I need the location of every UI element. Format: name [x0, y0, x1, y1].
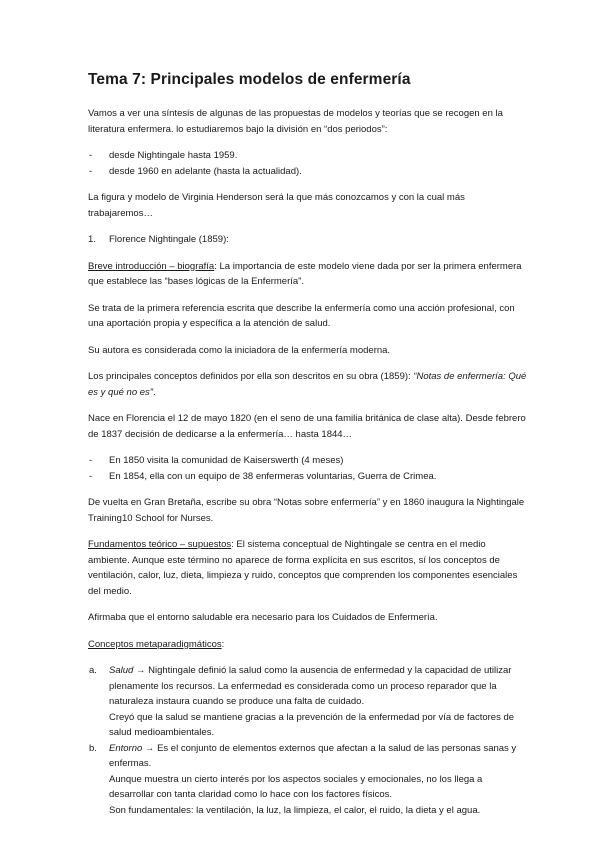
item-marker: a. [89, 665, 97, 676]
section-label: Florence Nightingale (1859): [109, 234, 229, 245]
work-title: “Notas de enfermería: Qué es y qué no es” [88, 371, 527, 398]
section-heading-nightingale [88, 232, 528, 248]
document-page [88, 70, 528, 818]
fundamentals-paragraph [88, 537, 528, 599]
list-item: - En 1854, ella con un equipo de 38 enfermeras voluntarias, Guerra de Crimea. [88, 469, 528, 485]
bio-paragraph [88, 259, 528, 290]
fundamentals-text: : El sistema conceptual de Nightingale se centra en el medio ambiente. Aunque este término no aparece de forma explícita en sus escritos, sí los conceptos de ventilación, calor, luz, dieta, limpieza y ruido, conceptos que comprenden los componentes esenciales del medio. [88, 539, 518, 597]
intro-paragraph: Vamos a ver una síntesis de algunas de las propuestas de modelos y teorías que se recogen en la literatura enfermera. lo estudiaremos bajo la división en “dos periodos”: [88, 108, 503, 135]
concept-text: Es el conjunto de elementos externos que afectan a la salud de las personas sanas y enfermas. [109, 742, 517, 769]
events-list [88, 453, 528, 484]
list-item [88, 663, 528, 741]
concept-term: Entorno [109, 742, 143, 754]
meta-concepts-list [88, 663, 528, 818]
concept-extra-2: Son fundamentales: la ventilación, la luz, la limpieza, el calor, el ruido, la dieta y el agua. [109, 804, 481, 816]
fundamentals-label: Fundamentos teórico – supuestos [88, 539, 232, 550]
meta-label: Conceptos metaparadigmáticos [88, 638, 222, 650]
section-number: 1. [88, 234, 96, 245]
bio-text: : La importancia de este modelo viene dada por ser la primera enfermera que establece las “bases lógicas de la Enfermería”. [88, 260, 522, 287]
first-reference-paragraph: Se trata de la primera referencia escrita que describe la enfermería como una acción profesional, con una aportación propia y específica a la atención de salud. [88, 302, 515, 329]
concept-extra: Aunque muestra un cierto interés por los aspectos sociales y emocionales, no los llega a desarrollar con tanta claridad como lo hace con los factores físicos. [109, 773, 483, 800]
environment-paragraph: Afirmaba que el entorno saludable era necesario para los Cuidados de Enfermería. [88, 612, 438, 623]
concept-term: Salud [109, 665, 134, 676]
meta-heading [88, 637, 528, 653]
list-item: - desde 1960 en adelante (hasta la actualidad). [88, 164, 528, 180]
list-item: - En 1850 visita la comunidad de Kaiserswerth (4 meses) [88, 453, 528, 469]
bio-label: Breve introducción – biografía [88, 260, 215, 272]
concepts-paragraph [88, 369, 528, 400]
arrow-icon: → [133, 665, 149, 676]
page-title: Tema 7: Principales modelos de enfermería [88, 71, 411, 88]
author-paragraph: Su autora es considerada como la iniciadora de la enfermería moderna. [88, 344, 391, 356]
list-item: - desde Nightingale hasta 1959. [88, 148, 528, 164]
meta-colon: : [221, 638, 225, 650]
concept-text: Nightingale definió la salud como la ausencia de enfermedad y la capacidad de utilizar plenamente los recursos. La enfermedad es considerada como un proceso reparador que la naturaleza instaura cuando se produce una falta de cuidado. [109, 665, 512, 707]
arrow-icon: → [142, 742, 158, 754]
list-item [88, 741, 528, 819]
concept-extra: Creyó que la salud se mantiene gracias a la prevención de la enfermedad por vía de factores de salud medioambientales. [109, 711, 515, 738]
return-paragraph: De vuelta en Gran Bretaña, escribe su obra “Notas sobre enfermería” y en 1860 inaugura la Nightingale Training10 School for Nurses. [88, 497, 525, 524]
periods-list [88, 148, 528, 179]
item-marker: b. [89, 742, 97, 754]
concepts-text: Los principales conceptos definidos por ella son descritos en su obra (1859): [88, 371, 414, 382]
henderson-paragraph: La figura y modelo de Virginia Henderson será la que más conozcamos y con la cual más trabajaremos… [88, 192, 465, 219]
concepts-end: . [152, 386, 156, 398]
born-paragraph: Nace en Florencia el 12 de mayo 1820 (en el seno de una familia británica de clase alta). Desde febrero de 1837 decisión de dedicarse a la enfermería… hasta 1844… [88, 413, 526, 440]
